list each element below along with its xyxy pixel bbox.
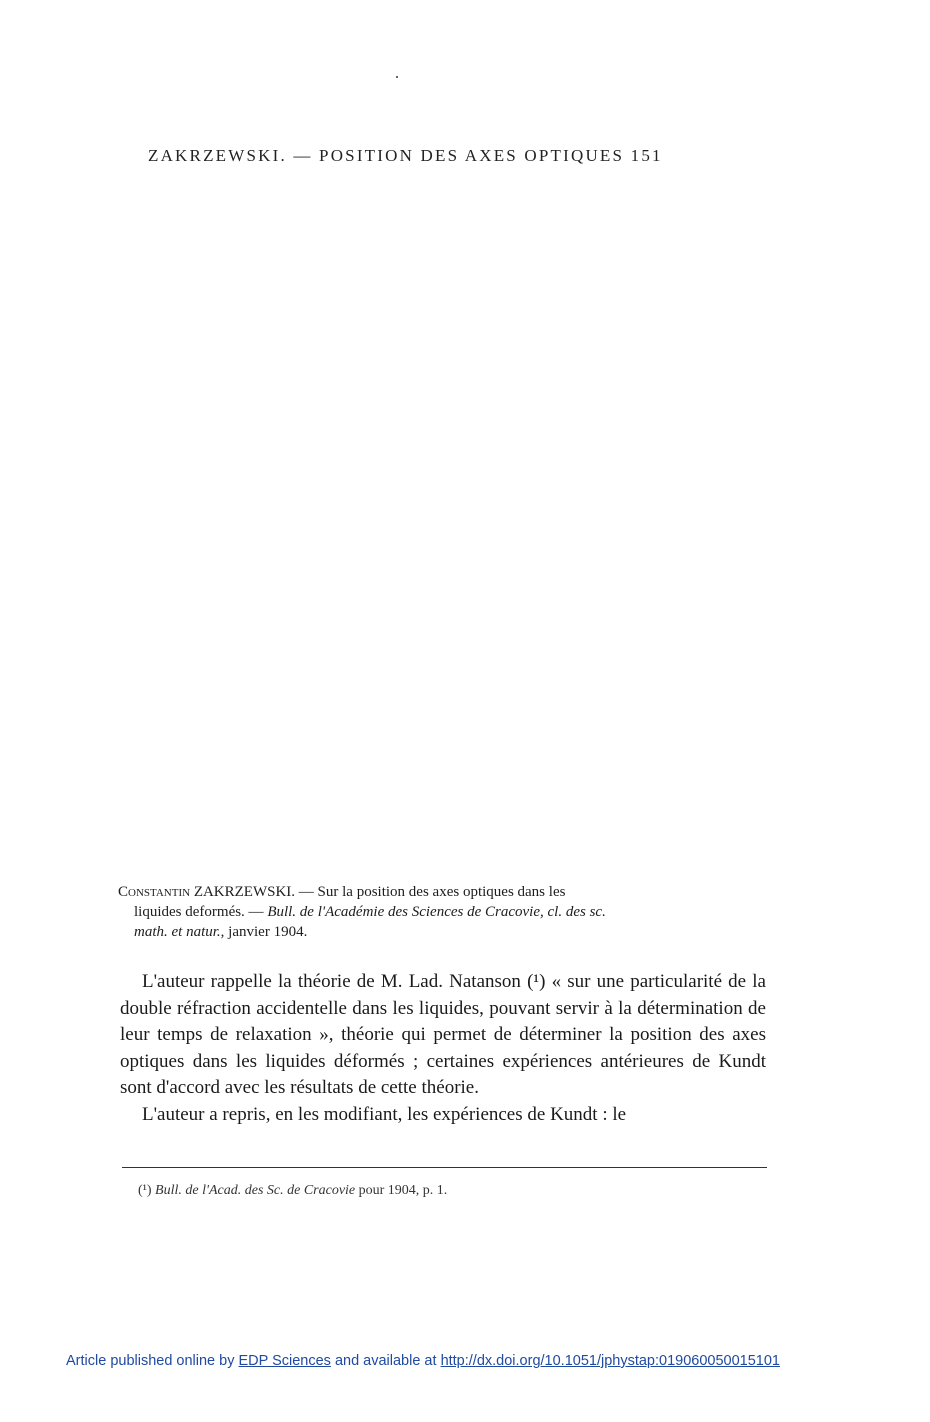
- publication-date: , janvier 1904.: [220, 924, 308, 940]
- publication-footer: [66, 1353, 780, 1369]
- footnote: [138, 1183, 758, 1199]
- author-and-title: ZAKRZEWSKI. — Sur la position des axes optiques dans les: [190, 884, 566, 900]
- footnote-details: pour 1904, p. 1.: [355, 1183, 448, 1198]
- stray-mark: [396, 76, 398, 78]
- footnote-journal: Bull. de l'Acad. des Sc. de Cracovie: [155, 1183, 356, 1198]
- journal-section: math. et natur.: [134, 924, 221, 940]
- footer-middle: and available at: [330, 1353, 441, 1369]
- footnote-marker: (¹): [138, 1183, 156, 1198]
- reference-line-1: [118, 882, 764, 902]
- bibliographic-reference: [118, 882, 764, 942]
- footnote-rule: [122, 1167, 767, 1168]
- paragraph-2: L'auteur a repris, en les modifiant, les expériences de Kundt : le: [142, 1103, 627, 1125]
- running-head: ZAKRZEWSKI. — POSITION DES AXES OPTIQUES 151: [148, 146, 663, 165]
- reference-line-3: [118, 922, 764, 942]
- reference-line-2: [118, 902, 764, 922]
- doi-link[interactable]: http://dx.doi.org/10.1051/jphystap:019060050015101: [440, 1353, 780, 1369]
- author-first-name: Constantin: [118, 884, 191, 900]
- paragraph-1: L'auteur rappelle la théorie de M. Lad. Natanson (¹) « sur une particularité de la double réfraction accidentelle dans les liquides, pouvant servir à la détermination de leur temps de relaxation », théorie qui permet de déterminer la position des axes optiques dans les liquides déformés ; certaines expériences antérieures de Kundt sont d'accord avec les résultats de cette théorie.: [120, 971, 766, 1098]
- edp-sciences-link[interactable]: EDP Sciences: [238, 1353, 331, 1369]
- footer-prefix: Article published online by: [66, 1353, 239, 1369]
- journal-name: Bull. de l'Académie des Sciences de Cracovie, cl. des sc.: [267, 904, 606, 920]
- body-text: [120, 969, 766, 1128]
- title-end: liquides deformés. —: [134, 904, 268, 920]
